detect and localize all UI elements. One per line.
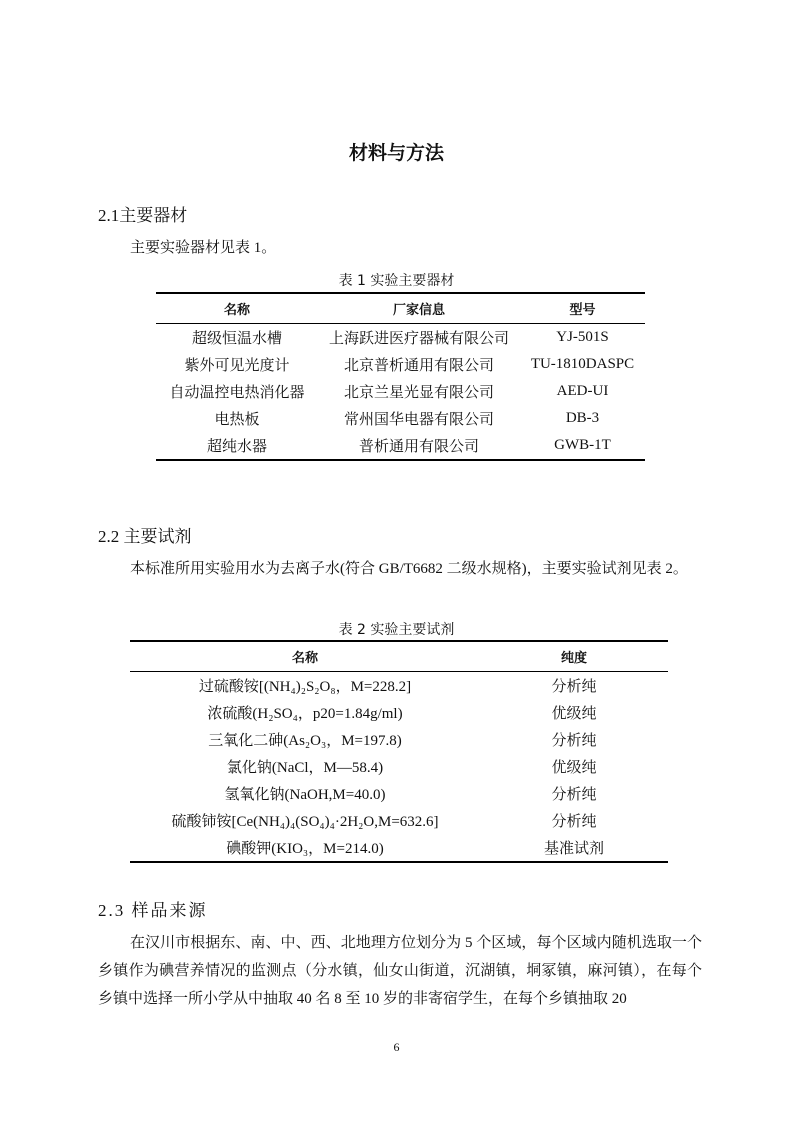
cell-name: 自动温控电热消化器	[169, 385, 305, 401]
cell-purity: 分析纯	[551, 679, 597, 695]
cell-purity: 分析纯	[551, 733, 597, 749]
cell-model: YJ-501S	[556, 329, 609, 345]
column-header-model: 型号	[569, 303, 596, 318]
table-1-caption: 表 1 实验主要器材	[338, 273, 455, 289]
cell-purity: 分析纯	[551, 814, 597, 830]
column-header-manufacturer: 厂家信息	[392, 303, 445, 318]
cell-manufacturer: 普析通用有限公司	[358, 439, 479, 455]
section-heading-2-2: 2.2 主要试剂	[98, 527, 192, 546]
column-header-name: 名称	[223, 303, 250, 318]
cell-name: 超纯水器	[206, 439, 267, 455]
table-2-caption: 表 2 实验主要试剂	[338, 622, 455, 638]
cell-name: 超级恒温水槽	[191, 331, 282, 347]
section-2-2-text: 本标准所用实验用水为去离子水(符合 GB/T6682 二级水规格)，主要实验试剂见表 2。	[130, 561, 688, 577]
cell-model: AED-UI	[556, 383, 609, 399]
table-row	[156, 351, 645, 378]
table-header-row	[130, 641, 668, 672]
cell-purity: 优级纯	[551, 706, 597, 722]
section-heading-2-3: 2.3 样品来源	[98, 901, 208, 920]
cell-reagent: 三氧化二砷(As₂O₃，M=197.8)	[208, 733, 402, 749]
cell-reagent: 氢氧化钠(NaOH,M=40.0)	[224, 787, 386, 803]
reagent-table	[130, 640, 668, 863]
section-2-1-text: 主要实验器材见表 1。	[130, 240, 277, 256]
cell-purity: 分析纯	[551, 787, 597, 803]
cell-model: GWB-1T	[554, 437, 611, 453]
table-row	[156, 324, 645, 352]
cell-manufacturer: 上海跃进医疗器械有限公司	[328, 331, 509, 347]
table-row	[130, 753, 668, 780]
table-row	[130, 672, 668, 700]
table-row	[130, 807, 668, 834]
cell-reagent: 过硫酸铵[(NH₄)₂S₂O₈，M=228.2]	[198, 679, 412, 695]
cell-purity: 基准试剂	[543, 841, 604, 857]
cell-name: 电热板	[214, 412, 260, 428]
section-2-3-text: 在汉川市根据东、南、中、西、北地理方位划分为 5 个区域，每个区域内随机选取一个乡镇作为碘营养情况的监测点（分水镇，仙女山街道，沉湖镇，垌冢镇，麻河镇），在每个乡镇中选择一所小学从中抽取 40 名 8 至 10 岁的非寄宿学生，在每个乡镇抽取 20	[98, 935, 702, 1007]
cell-manufacturer: 常州国华电器有限公司	[343, 412, 494, 428]
table-row	[130, 699, 668, 726]
equipment-table	[156, 292, 645, 461]
section-heading-2-1: 2.1主要器材	[98, 206, 188, 225]
table-row	[156, 432, 645, 460]
column-header-name: 名称	[291, 651, 318, 666]
cell-reagent: 碘酸钾(KIO₃，M=214.0)	[226, 841, 384, 857]
cell-name: 紫外可见光度计	[184, 358, 290, 374]
table-header-row	[156, 293, 645, 324]
cell-manufacturer: 北京兰星光显有限公司	[343, 385, 494, 401]
table-row	[130, 780, 668, 807]
page-number: 6	[393, 1040, 400, 1054]
table-row	[156, 405, 645, 432]
table-row	[156, 378, 645, 405]
column-header-purity: 纯度	[560, 651, 587, 666]
cell-reagent: 硫酸铈铵[Ce(NH₄)₄(SO₄)₄·2H₂O,M=632.6]	[171, 814, 439, 830]
cell-reagent: 氯化钠(NaCl，M—58.4)	[226, 760, 384, 776]
cell-purity: 优级纯	[551, 760, 597, 776]
cell-model: TU-1810DASPC	[530, 356, 635, 372]
page-title: 材料与方法	[348, 142, 444, 164]
table-row	[130, 726, 668, 753]
cell-manufacturer: 北京普析通用有限公司	[343, 358, 494, 374]
cell-model: DB-3	[565, 410, 600, 426]
table-row	[130, 834, 668, 862]
cell-reagent: 浓硫酸(H₂SO₄，p20=1.84g/ml)	[207, 706, 403, 722]
